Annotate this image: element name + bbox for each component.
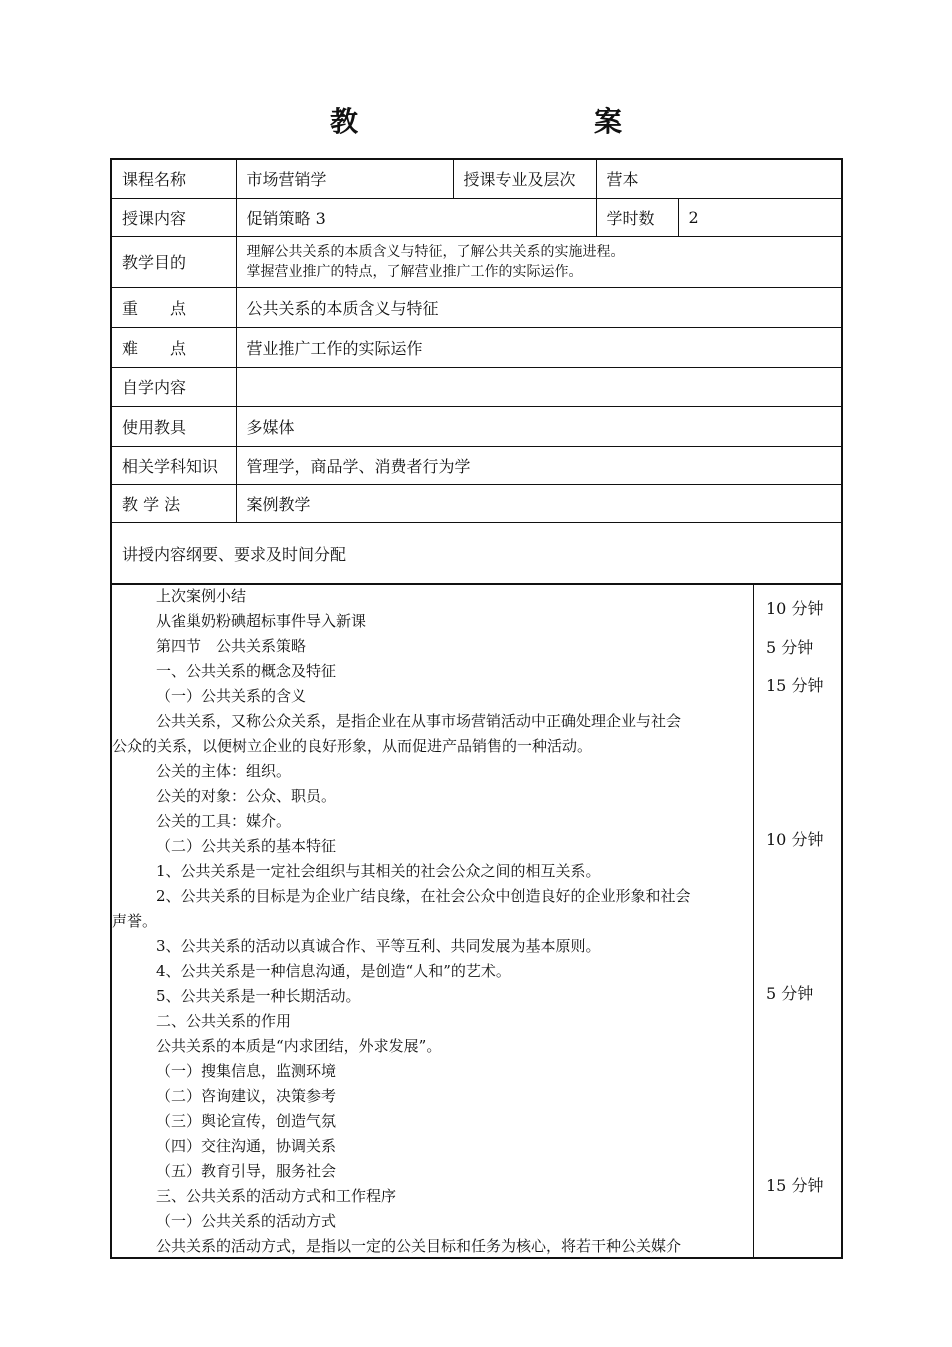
- time-allocation-column: [754, 584, 841, 1257]
- time-label: 5 分钟: [766, 638, 814, 657]
- lecture-body: [110, 583, 843, 1259]
- content-line: 公共关系的本质是“内求团结，外求发展”。: [156, 1037, 442, 1055]
- lesson-info-table: [110, 158, 843, 585]
- hours-value: 2: [678, 198, 842, 236]
- key-point-value: 公共关系的本质含义与特征: [236, 287, 842, 327]
- content-line: 公关的对象：公众、职员。: [156, 787, 337, 805]
- lecture-content: [112, 584, 754, 1257]
- content-line: 公关的工具：媒介。: [156, 812, 292, 830]
- content-line: 公共关系的活动方式，是指以一定的公关目标和任务为核心，将若干种公关媒介: [156, 1237, 682, 1255]
- time-label: 15 分钟: [766, 676, 824, 695]
- related-subjects-label: 相关学科知识: [111, 446, 236, 484]
- self-study-label: 自学内容: [111, 367, 236, 406]
- page-title: 教 案: [329, 105, 682, 138]
- hours-label: 学时数: [596, 198, 678, 236]
- content-value: 促销策略 3: [236, 198, 596, 236]
- content-line: 上次案例小结: [156, 587, 247, 605]
- content-line: （三）舆论宣传，创造气氛: [156, 1112, 337, 1130]
- content-line: 一、公共关系的概念及特征: [156, 662, 337, 680]
- content-line: （一）搜集信息，监测环境: [156, 1062, 337, 1080]
- major-value: 营本: [596, 159, 842, 198]
- content-line: （二）公共关系的基本特征: [156, 837, 337, 855]
- major-label: 授课专业及层次: [453, 159, 596, 198]
- content-line: 2、公共关系的目标是为企业广结良缘，在社会公众中创造良好的企业形象和社会: [156, 887, 691, 905]
- content-line: （一）公共关系的含义: [156, 687, 307, 705]
- tools-value: 多媒体: [236, 406, 842, 446]
- content-line: 三、公共关系的活动方式和工作程序: [156, 1187, 397, 1205]
- method-label: 教 学 法: [111, 484, 236, 522]
- time-label: 15 分钟: [766, 1176, 824, 1195]
- method-value: 案例教学: [236, 484, 842, 522]
- difficult-point-label: 难 点: [111, 327, 236, 367]
- content-line: （四）交往沟通，协调关系: [156, 1137, 337, 1155]
- content-line: 5、公共关系是一种长期活动。: [156, 987, 361, 1005]
- content-line: 第四节 公共关系策略: [156, 637, 307, 655]
- aim-label: 教学目的: [111, 236, 236, 287]
- content-line: 声誉。: [112, 912, 158, 930]
- content-line: 公共关系，又称公众关系，是指企业在从事市场营销活动中正确处理企业与社会: [156, 712, 682, 730]
- content-line: 从雀巢奶粉碘超标事件导入新课: [156, 612, 367, 630]
- aim-line-1: 理解公共关系的本质含义与特征，了解公共关系的实施进程。: [246, 243, 625, 260]
- course-name-value: 市场营销学: [236, 159, 453, 198]
- time-label: 5 分钟: [766, 984, 814, 1003]
- time-label: 10 分钟: [766, 599, 824, 618]
- key-point-label: 重 点: [111, 287, 236, 327]
- content-label: 授课内容: [111, 198, 236, 236]
- difficult-point-value: 营业推广工作的实际运作: [236, 327, 842, 367]
- content-line: 3、公共关系的活动以真诚合作、平等互利、共同发展为基本原则。: [156, 937, 601, 955]
- content-line: 公众的关系，以便树立企业的良好形象，从而促进产品销售的一种活动。: [112, 737, 593, 755]
- content-line: （五）教育引导，服务社会: [156, 1162, 337, 1180]
- self-study-value: [236, 367, 842, 406]
- course-name-label: 课程名称: [111, 159, 236, 198]
- content-line: （一）公共关系的活动方式: [156, 1212, 337, 1230]
- content-line: 4、公共关系是一种信息沟通，是创造“人和”的艺术。: [156, 962, 511, 980]
- aim-line-2: 掌握营业推广的特点，了解营业推广工作的实际运作。: [246, 263, 583, 280]
- content-line: 1、公共关系是一定社会组织与其相关的社会公众之间的相互关系。: [156, 862, 601, 880]
- content-line: （二）咨询建议，决策参考: [156, 1087, 337, 1105]
- outline-label: 讲授内容纲要、要求及时间分配: [111, 522, 842, 584]
- aim-value: [236, 236, 842, 287]
- content-line: 公关的主体：组织。: [156, 762, 292, 780]
- related-subjects-value: 管理学，商品学、消费者行为学: [236, 446, 842, 484]
- tools-label: 使用教具: [111, 406, 236, 446]
- content-line: 二、公共关系的作用: [156, 1012, 292, 1030]
- time-label: 10 分钟: [766, 830, 824, 849]
